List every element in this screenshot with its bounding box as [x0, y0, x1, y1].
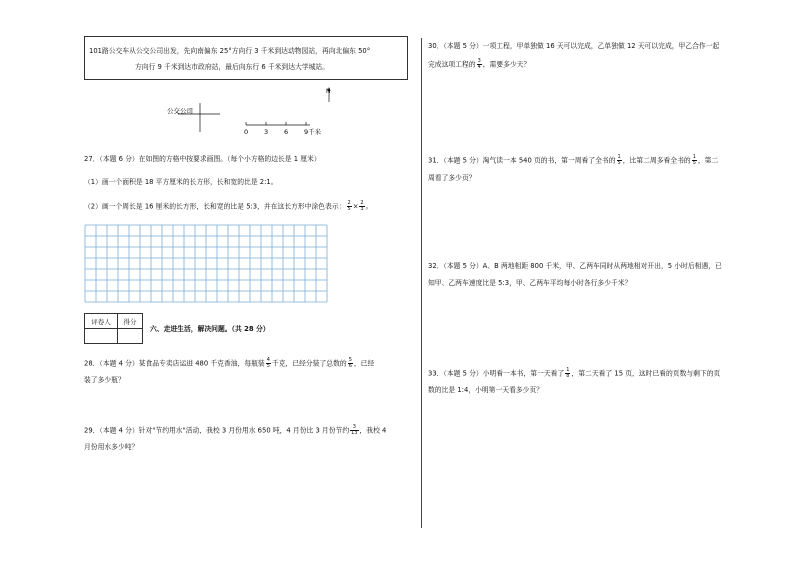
q27-item-1: （1）画一个面积是 18 平方厘米的长方形，长和宽的比是 2:1。	[84, 178, 278, 186]
scale-label-6: 6	[284, 128, 289, 136]
section-title: 六、走进生活，解决问题。（共 28 分）	[150, 325, 270, 333]
score-header: 得分	[118, 314, 143, 329]
q32-line-1: 32．（本题 5 分）A、B 两地相距 800 千米，甲、乙两车同时从两地相对开出，5 小时后相遇，已	[428, 262, 722, 270]
grader-header: 评卷人	[85, 314, 118, 329]
q27-heading: 27．（本题 6 分）在如图的方格中按要求画图。（每个小方格的边长是 1 厘米）	[84, 155, 321, 163]
scale-bar	[246, 122, 310, 125]
q28-line-2: 装了多少瓶？	[84, 376, 125, 384]
drawing-grid[interactable]	[84, 224, 332, 304]
fraction: $\frac{3}{13}$	[351, 424, 358, 436]
fraction: $\frac{1}{8}$	[566, 367, 570, 379]
q31-line-1: 31．（本题 5 分）淘气读一本 540 页的书，第一周看了全书的 $\frac{1}{5}$ ，比第二周多看全书的 $\frac{1}{5}$ ，第二	[428, 154, 719, 166]
route-problem-line-2: 方向行 9 千米到达市政府站，最后向东行 6 千米到达大学城站。	[135, 63, 330, 71]
q30-line-1: 30．（本题 5 分）一项工程，甲单独做 16 天可以完成，乙单独做 12 天可以完成，甲乙合作一起	[428, 42, 720, 50]
score-cell[interactable]	[118, 329, 143, 344]
q30-line-2: 完成这项工程的 $\frac{3}{4}$ ，需要多少天？	[428, 58, 531, 70]
q27-item-2: （2）画一个周长是 16 厘米的长方形，长和宽的比是 5:3，并在这长方形中涂色表示： $\frac{2}{5}$ × $\frac{2}{3}$ 。	[84, 200, 373, 212]
fraction: $\frac{3}{4}$	[477, 58, 481, 70]
score-table	[84, 313, 143, 344]
scale-label-3: 3	[264, 128, 269, 136]
scale-label-9km: 9千米	[304, 128, 322, 136]
fraction: $\frac{4}{5}$	[266, 357, 270, 369]
fraction: $\frac{5}{6}$	[348, 357, 352, 369]
q32-line-2: 知甲、乙两车速度比是 5:3，甲、乙两车平均每小时各行多少千米？	[428, 279, 632, 287]
q33-line-1: 33．（本题 5 分）小明看一本书，第一天看了 $\frac{1}{8}$ ，第二天看了 15 页，这时已看的页数与剩下的页	[428, 367, 721, 379]
times-sign: ×	[352, 202, 359, 211]
q33-line-2: 数的比是 1:4，小明第一天看多少页？	[428, 386, 544, 394]
scale-label-0: 0	[244, 128, 249, 136]
q29-line-1: 29．（本题 4 分）针对"节约用水"活动，我校 3 月份用水 650 吨，4 月份比 3 月份节约 $\frac{3}{13}$ ，我校 4	[84, 424, 387, 436]
route-problem-line-1: 101路公交车从公交公司出发，先向南偏东 25°方向行 3 千米到达动物园站，再向北偏东 50°	[89, 47, 371, 55]
q27-item-2-text: （2）画一个周长是 16 厘米的长方形，长和宽的比是 5:3，并在这长方形中涂色表示：	[84, 202, 346, 211]
route-map	[160, 84, 360, 144]
origin-label: 公交公司	[167, 107, 193, 115]
q31-line-2: 周看了多少页？	[428, 174, 476, 182]
grader-cell[interactable]	[85, 329, 118, 344]
column-divider	[421, 38, 422, 528]
route-problem-box	[84, 36, 408, 80]
q28-line-1: 28．（本题 4 分）某食品专卖店运进 480 千克香油，每瓶装 $\frac{4}{5}$ 千克，已经分装了总数的 $\frac{5}{6}$ ，已经	[84, 357, 375, 369]
north-label: N	[326, 88, 331, 95]
fraction: $\frac{1}{5}$	[692, 154, 696, 166]
q29-line-2: 月份用水多少吨？	[84, 443, 139, 451]
fraction: $\frac{1}{5}$	[617, 154, 621, 166]
fraction: $\frac{2}{5}$	[347, 200, 351, 212]
fraction: $\frac{2}{3}$	[360, 200, 364, 212]
